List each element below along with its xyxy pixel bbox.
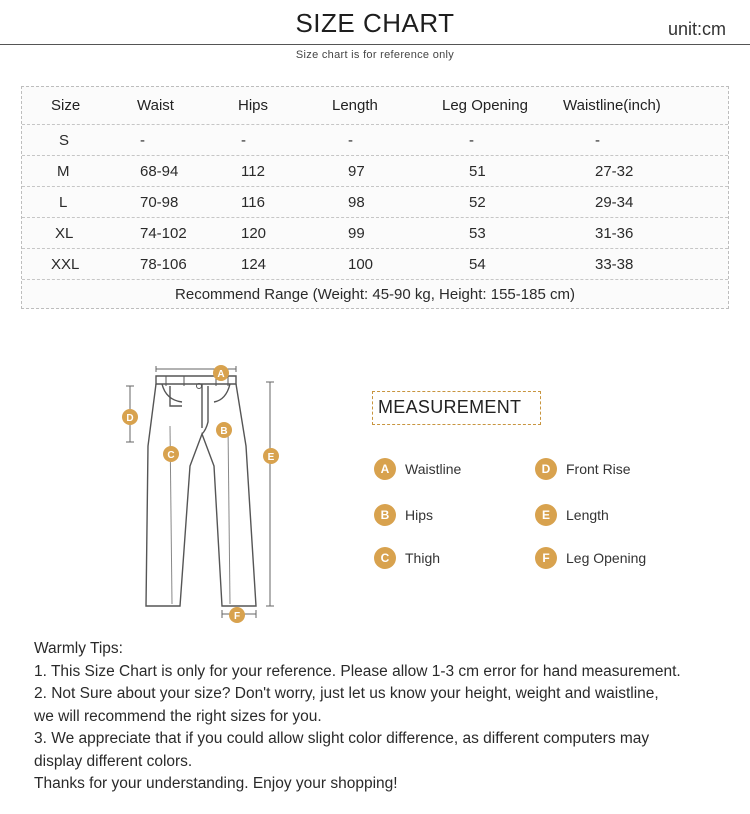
size-cell: S — [59, 132, 70, 149]
waistline-inch-cell: - — [595, 132, 600, 149]
tip-line: 3. We appreciate that if you could allow slight color difference, as different computers may — [34, 730, 650, 747]
marker-d-label: D — [126, 413, 134, 424]
recommend-row — [22, 280, 728, 309]
page-title: SIZE CHART — [295, 8, 455, 38]
subtitle: Size chart is for reference only — [295, 49, 455, 61]
hips-cell: 112 — [241, 163, 265, 180]
col-header-size: Size — [51, 97, 81, 114]
tip-line: display different colors. — [34, 752, 193, 770]
waistline-inch-cell: 29-34 — [595, 194, 634, 211]
unit-label: unit:cm — [667, 19, 726, 39]
tip-line: Thanks for your understanding. Enjoy your shopping! — [34, 775, 398, 792]
length-cell: 97 — [348, 163, 365, 180]
hips-cell: - — [241, 132, 246, 149]
waistline-inch-cell: 31-36 — [595, 225, 634, 242]
measurement-title: MEASUREMENT — [378, 397, 522, 417]
leg-opening-cell: 51 — [469, 163, 486, 180]
leg-opening-cell: 52 — [469, 194, 486, 211]
legend-label: Hips — [405, 507, 434, 523]
col-header-leg-opening: Leg Opening — [442, 97, 528, 114]
leg-opening-cell: 54 — [469, 256, 486, 273]
legend-item-front-rise — [535, 458, 631, 480]
badge-d: D — [535, 458, 557, 480]
legend-label: Leg Opening — [566, 550, 647, 566]
badge-b: B — [374, 504, 396, 526]
legend-item-leg-opening — [535, 547, 646, 569]
marker-b — [216, 422, 232, 438]
size-cell: XXL — [51, 256, 80, 273]
col-header-waist: Waist — [137, 97, 174, 114]
legend-label: Thigh — [405, 550, 441, 566]
tips-heading: Warmly Tips: — [34, 640, 123, 657]
marker-b-label: B — [220, 426, 228, 437]
marker-d — [122, 409, 138, 425]
legend-item-length — [535, 504, 609, 526]
hips-cell: 124 — [241, 256, 267, 273]
leg-opening-cell: - — [469, 132, 474, 149]
col-header-length: Length — [332, 97, 378, 114]
marker-a-label: A — [217, 369, 225, 380]
length-cell: 100 — [348, 256, 374, 273]
size-cell: L — [59, 194, 68, 211]
waist-cell: - — [140, 132, 145, 149]
length-cell: 99 — [348, 225, 365, 242]
marker-f-label: F — [233, 611, 241, 622]
marker-f — [229, 607, 245, 623]
waist-cell: 78-106 — [140, 256, 187, 273]
title-divider — [0, 44, 750, 45]
table-row — [22, 156, 728, 187]
col-header-waistline-inch: Waistline(inch) — [563, 97, 661, 114]
table-row — [22, 218, 728, 249]
tip-line: 1. This Size Chart is only for your reference. Please allow 1-3 cm error for hand measurement. — [34, 662, 681, 680]
legend-label: Waistline — [405, 461, 462, 477]
size-cell: XL — [55, 225, 74, 242]
legend-label: Front Rise — [566, 461, 631, 477]
warmly-tips — [34, 638, 734, 796]
legend-label: Length — [566, 507, 609, 523]
waist-cell: 74-102 — [140, 225, 187, 242]
table-row — [22, 249, 728, 280]
marker-c-label: C — [167, 450, 175, 461]
badge-a: A — [374, 458, 396, 480]
size-cell: M — [57, 163, 70, 180]
recommend-range: Recommend Range (Weight: 45-90 kg, Height: 155-185 cm) — [175, 286, 575, 303]
legend-item-hips — [374, 504, 433, 526]
length-cell: - — [348, 132, 353, 149]
table-row — [22, 187, 728, 218]
size-chart-table — [21, 86, 729, 309]
badge-c: C — [374, 547, 396, 569]
hips-cell: 120 — [241, 225, 267, 242]
tip-line: 2. Not Sure about your size? Don't worry, just let us know your height, weight and waistline, — [34, 685, 659, 702]
table-header-row — [22, 87, 728, 125]
marker-e-label: E — [267, 452, 275, 463]
badge-f: F — [535, 547, 557, 569]
waist-cell: 70-98 — [140, 194, 179, 211]
length-cell: 98 — [348, 194, 365, 211]
marker-a — [213, 365, 229, 381]
leg-opening-cell: 53 — [469, 225, 486, 242]
table-row — [22, 125, 728, 156]
pants-diagram — [110, 356, 290, 626]
waist-cell: 68-94 — [140, 163, 179, 180]
badge-e: E — [535, 504, 557, 526]
marker-c — [163, 446, 179, 462]
waistline-inch-cell: 33-38 — [595, 256, 634, 273]
hips-cell: 116 — [241, 194, 265, 211]
marker-e — [263, 448, 279, 464]
tip-line: we will recommend the right sizes for you. — [34, 707, 322, 725]
col-header-hips: Hips — [238, 97, 269, 114]
legend-item-thigh — [374, 547, 440, 569]
legend-item-waistline — [374, 458, 461, 480]
waistline-inch-cell: 27-32 — [595, 163, 634, 180]
